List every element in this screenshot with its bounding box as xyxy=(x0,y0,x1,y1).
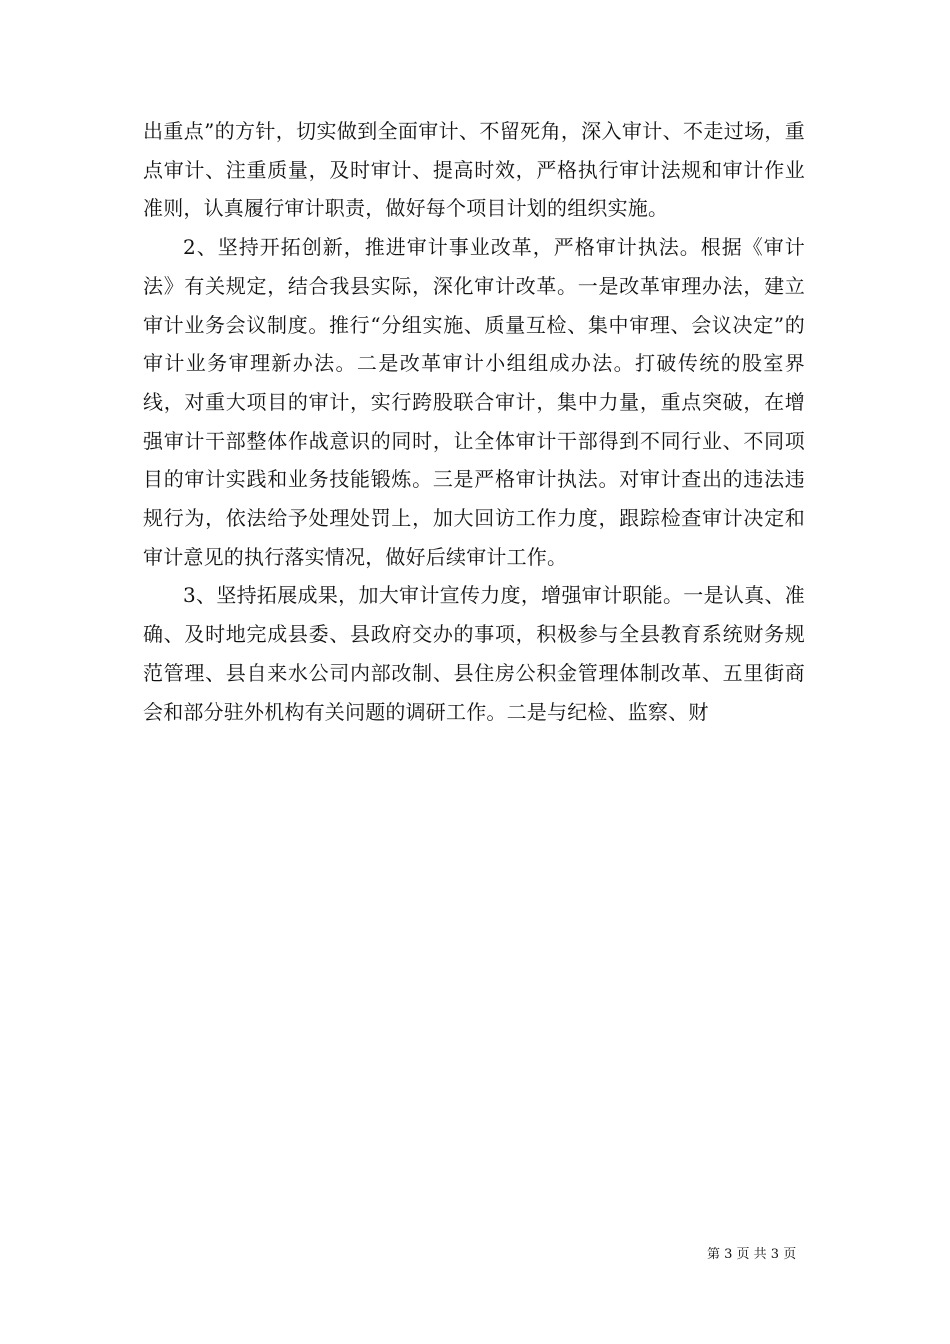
document-body xyxy=(143,112,805,731)
paragraph-continuation: 出重点”的方针，切实做到全面审计、不留死角，深入审计、不走过场，重点审计、注重质量，及时审计、提高时效，严格执行审计法规和审计作业准则，认真履行审计职责，做好每个项目计划的组织实施。 xyxy=(143,119,805,221)
paragraph-item-2: 2、坚持开拓创新，推进审计事业改革，严格审计执法。根据《审计法》有关规定，结合我县实际，深化审计改革。一是改革审理办法，建立审计业务会议制度。推行“分组实施、质量互检、集中审理、会议决定”的审计业务审理新办法。二是改革审计小组组成办法。打破传统的股室界线，对重大项目的审计，实行跨股联合审计，集中力量，重点突破，在增强审计干部整体作战意识的同时，让全体审计干部得到不同行业、不同项目的审计实践和业务技能锻炼。三是严格审计执法。对审计查出的违法违规行为，依法给予处理处罚上，加大回访工作力度，跟踪检查审计决定和审计意见的执行落实情况，做好后续审计工作。 xyxy=(143,235,805,569)
page-number-footer: 第 3 页 共 3 页 xyxy=(707,1247,797,1262)
paragraph-item-3: 3、坚持拓展成果，加大审计宣传力度，增强审计职能。一是认真、准确、及时地完成县委、县政府交办的事项，积极参与全县教育系统财务规范管理、县自来水公司内部改制、县住房公积金管理体制改革、五里街商会和部分驻外机构有关问题的调研工作。二是与纪检、监察、财 xyxy=(143,583,805,724)
